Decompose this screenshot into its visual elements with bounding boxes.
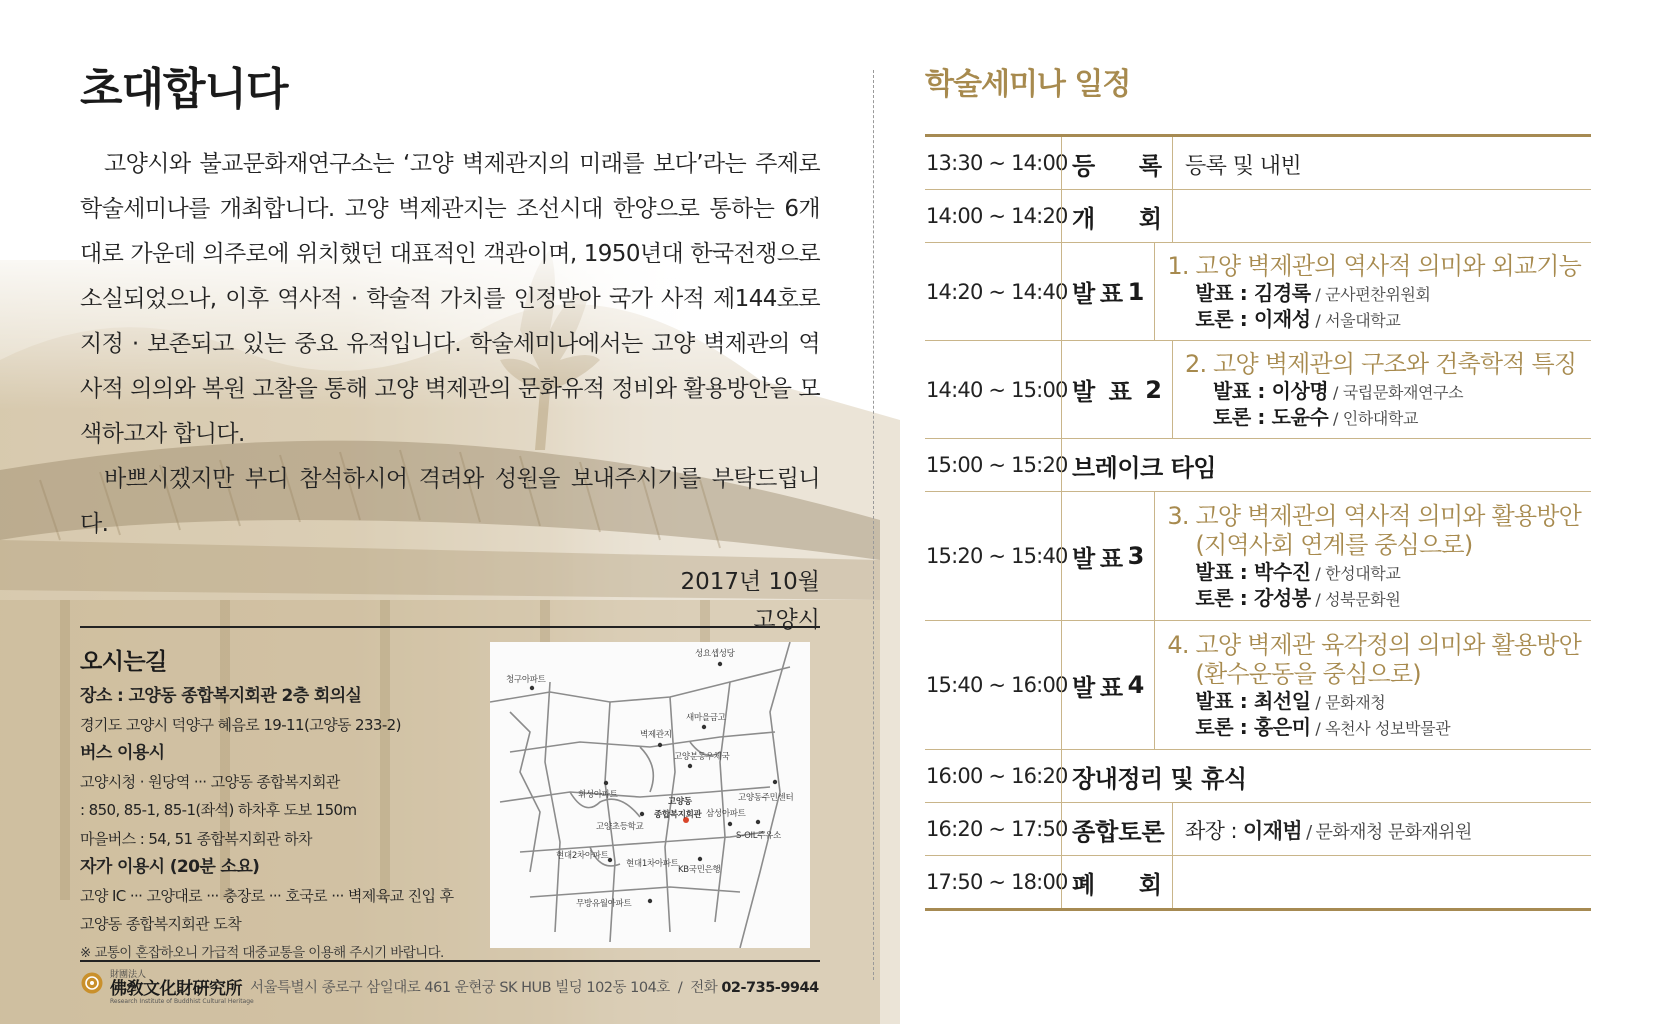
schedule-row [925,189,1591,242]
session-title-line: 고양 벽제관의 역사적 의미와 외교기능 [1195,252,1581,280]
schedule-time: 17:50 ~ 18:00 [926,870,1068,894]
schedule-table [925,134,1591,911]
schedule-row [925,620,1591,749]
map-label-10: 고양초등학교 [596,822,644,832]
directions-line: 고양 IC ··· 고양대로 ··· 충장로 ··· 호국로 ··· 벽제육교 진입 후 [80,886,454,905]
map-label-3: 벽제관지 [640,730,672,740]
invitation-paragraph-1: 고양시와 불교문화재연구소는 ‘고양 벽제관지의 미래를 보다’라는 주제로 학술세미나를 개최합니다. 고양 벽제관지는 조선시대 한양으로 통하는 6개 대로 가운데 의주로에 위치했던 대표적인 객관이며, 1950년대 한국전쟁으로 소실되었으나, 이후 역사적 · 학술적 가치를 인정받아 국가 사적 제144호로 지정 · 보존되고 있는 중요 유적입니다. 학술세미나에서는 고양 벽제관의 역사적 의의와 복원 고찰을 통해 고양 벽제관의 문화유적 정비와 활용방안을 모색하고자 합니다. [80,151,820,447]
person-role: 토론 [1195,715,1234,739]
location-map [490,642,810,948]
chair-line [1185,815,1581,845]
person-name: 홍은미 [1253,715,1311,739]
logo-foundation-text: 財團法人 [110,970,147,980]
session-title-line: (지역사회 연계를 중심으로) [1195,531,1473,559]
schedule-label [1061,190,1173,242]
invitation-body [80,142,820,547]
person-role: 발표 [1213,379,1251,403]
session-title-line: 고양 벽제관 육각정의 의미와 활용방안 [1195,631,1581,659]
directions-line: 마을버스 : 54, 51 종합복지회관 하차 [80,829,312,848]
schedule-time: 16:20 ~ 17:50 [926,817,1068,841]
person-affiliation: 인하대학교 [1342,409,1418,428]
schedule-label-part: 2 [1145,375,1162,404]
directions-line: : 850, 85-1, 85-1(좌석) 하차후 도보 150m [80,801,357,819]
person-affiliation: 국립문화재연구소 [1342,383,1464,402]
schedule-section [925,62,1591,911]
map-label-4: 고양분동우체국 [674,752,730,762]
schedule-label [1061,439,1226,491]
person-affiliation: 옥천사 성보박물관 [1325,719,1451,738]
person-affiliation: 군사편찬위원회 [1325,285,1431,304]
schedule-title: 학술세미나 일정 [925,67,1131,102]
schedule-label-part: 표 [1099,280,1124,308]
directions-title: 오시는길 [80,649,167,675]
directions-note: ※ 교통이 혼잡하오니 가급적 대중교통을 이용해 주시기 바랍니다. [80,944,444,961]
person-affiliation: 문화재청 [1325,693,1386,712]
schedule-time: 15:20 ~ 15:40 [926,544,1068,568]
footer-phone: 02-735-9944 [721,980,819,996]
schedule-label-part: 개 [1072,204,1096,233]
schedule-session [1155,492,1591,620]
directions-line: 고양시청 · 원당역 ··· 고양동 종합복지회관 [80,772,340,791]
footer-separator: / [677,980,683,996]
map-label-8: 종합복지회관 [654,810,702,820]
schedule-label-part: 폐 [1072,870,1096,899]
schedule-label-part: 발 [1072,544,1096,573]
person-role: 발표 [1195,689,1234,713]
schedule-label-part: 종합토론 [1072,817,1165,846]
chair-name: 이재범 [1243,819,1303,843]
chair-affiliation: 문화재청 문화재위원 [1315,822,1472,843]
footer-address-line [250,976,819,997]
session-title [1167,252,1581,281]
session-person: 발표 : 김경록 / 군사편찬위원회 [1195,281,1431,305]
person-role: 토론 [1213,405,1251,429]
directions-line: 경기도 고양시 덕양구 혜음로 19-11(고양동 233-2) [80,715,401,734]
session-person: 토론 : 도윤수 / 인하대학교 [1213,405,1418,429]
session-title [1167,631,1581,689]
session-number: 2. [1185,350,1207,378]
directions-lines [80,682,480,939]
person-name: 이재성 [1253,307,1311,331]
map-label-7: 고양동 [668,797,692,807]
session-person: 토론 : 이재성 / 서울대학교 [1195,307,1401,331]
schedule-time: 15:40 ~ 16:00 [926,673,1068,697]
dharma-wheel-icon [80,971,104,995]
schedule-label [1061,856,1173,908]
session-title-line: (환수운동을 중심으로) [1195,660,1421,688]
schedule-label-part: 브레이크 타임 [1072,453,1216,482]
institute-logo [80,970,254,1006]
person-role: 토론 [1195,307,1234,331]
schedule-session [1173,341,1591,438]
session-person: 발표 : 이상명 / 국립문화재연구소 [1213,379,1464,403]
schedule-row [925,749,1591,802]
schedule-label [1061,341,1173,438]
schedule-label-part: 등 [1072,151,1096,180]
person-colon: : [1233,560,1254,584]
person-name: 김경록 [1253,281,1311,305]
schedule-time: 16:00 ~ 16:20 [926,764,1068,788]
session-number: 3. [1167,502,1189,530]
schedule-time: 14:00 ~ 14:20 [926,204,1068,228]
schedule-row [925,438,1591,491]
session-number: 1. [1167,252,1189,280]
directions-line: 자가 이용시 (20분 소요) [80,857,260,877]
map-label-12: 현대2차아파트 [556,851,609,861]
session-title [1167,502,1581,560]
schedule-row [925,137,1591,189]
schedule-time: 15:00 ~ 15:20 [926,453,1068,477]
invitation-date: 2017년 10월 [680,569,820,595]
schedule-label [1061,492,1155,620]
person-colon: : [1233,281,1254,305]
schedule-chair [1173,803,1591,855]
map-label-9: 삼성아파트 [706,809,746,819]
map-label-6: 휘성아파트 [578,790,618,800]
schedule-time: 13:30 ~ 14:00 [926,151,1068,175]
schedule-label [1061,243,1155,340]
directions-section [80,626,820,961]
person-name: 강성봉 [1253,586,1311,610]
map-label-14: KB국민은행 [678,865,721,875]
schedule-content [1173,856,1591,908]
chair-slash: / [1306,822,1312,843]
schedule-label-part: 표 [1099,544,1124,573]
person-role: 발표 [1195,281,1234,305]
map-label-11: S-OIL주유소 [736,831,781,841]
invitation-section [80,60,820,639]
schedule-label-part: 4 [1127,671,1145,699]
person-name: 박수진 [1253,560,1311,584]
schedule-label-part: 록 [1138,151,1162,180]
person-colon: : [1233,715,1254,739]
person-name: 이상명 [1271,379,1329,403]
schedule-row [925,802,1591,855]
person-name: 최선일 [1253,689,1311,713]
map-label-13: 현대1차아파트 [626,859,679,869]
schedule-label-part: 표 [1099,673,1124,702]
session-title [1185,350,1581,379]
schedule-label [1061,750,1257,802]
schedule-session [1155,621,1591,749]
schedule-label [1061,621,1155,749]
session-person: 발표 : 박수진 / 한성대학교 [1195,560,1401,584]
footer-address: 서울특별시 종로구 삼일대로 461 운현궁 SK HUB 빌딩 102동 104호 [250,980,670,996]
chair-role: 좌장 [1185,819,1225,843]
schedule-content [1173,190,1591,242]
footer [80,960,820,1006]
session-title-line: 고양 벽제관의 역사적 의미와 활용방안 [1195,502,1581,530]
schedule-label-part: 발 [1072,378,1096,406]
schedule-label-part: 장내정리 및 휴식 [1072,764,1247,793]
schedule-row [925,242,1591,340]
person-affiliation: 성북문화원 [1325,590,1401,609]
person-role: 발표 [1195,560,1234,584]
session-number: 4. [1167,631,1189,659]
schedule-label [1061,803,1173,855]
schedule-label-part: 1 [1127,277,1145,306]
person-role: 토론 [1195,586,1234,610]
person-colon: : [1233,586,1254,610]
person-colon: : [1250,379,1272,403]
invitation-organizer: 고양시 [753,607,820,633]
session-person: 토론 : 홍은미 / 옥천사 성보박물관 [1195,715,1451,739]
map-label-2: 새마을금고 [686,713,726,723]
map-label-5: 고양동주민센터 [738,793,794,803]
schedule-label-part: 회 [1138,870,1162,899]
person-colon: : [1250,405,1272,429]
footer-phone-label: 전화 [690,980,718,996]
directions-line: 장소 : 고양동 종합복지회관 2층 회의실 [80,686,362,706]
person-colon: : [1233,307,1254,331]
person-colon: : [1233,689,1254,713]
map-label-1: 청구아파트 [506,675,546,685]
logo-institute-name: 佛敎文化財硏究所 [110,979,242,999]
schedule-row [925,491,1591,620]
schedule-label-part: 3 [1127,542,1145,570]
schedule-label-part: 표 [1108,378,1132,406]
person-affiliation: 한성대학교 [1325,564,1401,583]
schedule-label-part: 회 [1138,204,1162,233]
session-title-line: 고양 벽제관의 구조와 건축학적 특징 [1213,350,1577,378]
schedule-time: 14:40 ~ 15:00 [926,377,1068,402]
session-person: 발표 : 최선일 / 문화재청 [1195,689,1386,713]
schedule-content: 등록 및 내빈 [1185,153,1302,179]
schedule-row [925,855,1591,908]
logo-english-name: Research Institute of Buddhist Cultural Heritage [110,998,254,1005]
map-label-0: 성요셉성당 [695,649,735,659]
person-affiliation: 서울대학교 [1325,311,1401,330]
schedule-session [1155,243,1591,340]
chair-colon: : [1224,819,1244,843]
session-person: 토론 : 강성봉 / 성북문화원 [1195,586,1401,610]
directions-line: 고양동 종합복지회관 도착 [80,915,242,933]
column-divider [873,70,874,980]
directions-line: 버스 이용시 [80,743,165,763]
schedule-label [1061,137,1173,189]
schedule-label-part: 발 [1072,280,1096,308]
person-name: 도윤수 [1271,405,1329,429]
map-label-15: 무방유월아파트 [576,899,632,909]
schedule-time: 14:20 ~ 14:40 [926,279,1068,304]
invitation-title: 초대합니다 [80,64,288,115]
directions-text [80,642,480,967]
invitation-paragraph-2: 바쁘시겠지만 부디 참석하시어 격려와 성원을 보내주시기를 부탁드립니다. [80,466,820,537]
schedule-row [925,340,1591,438]
schedule-label-part: 발 [1072,673,1096,702]
